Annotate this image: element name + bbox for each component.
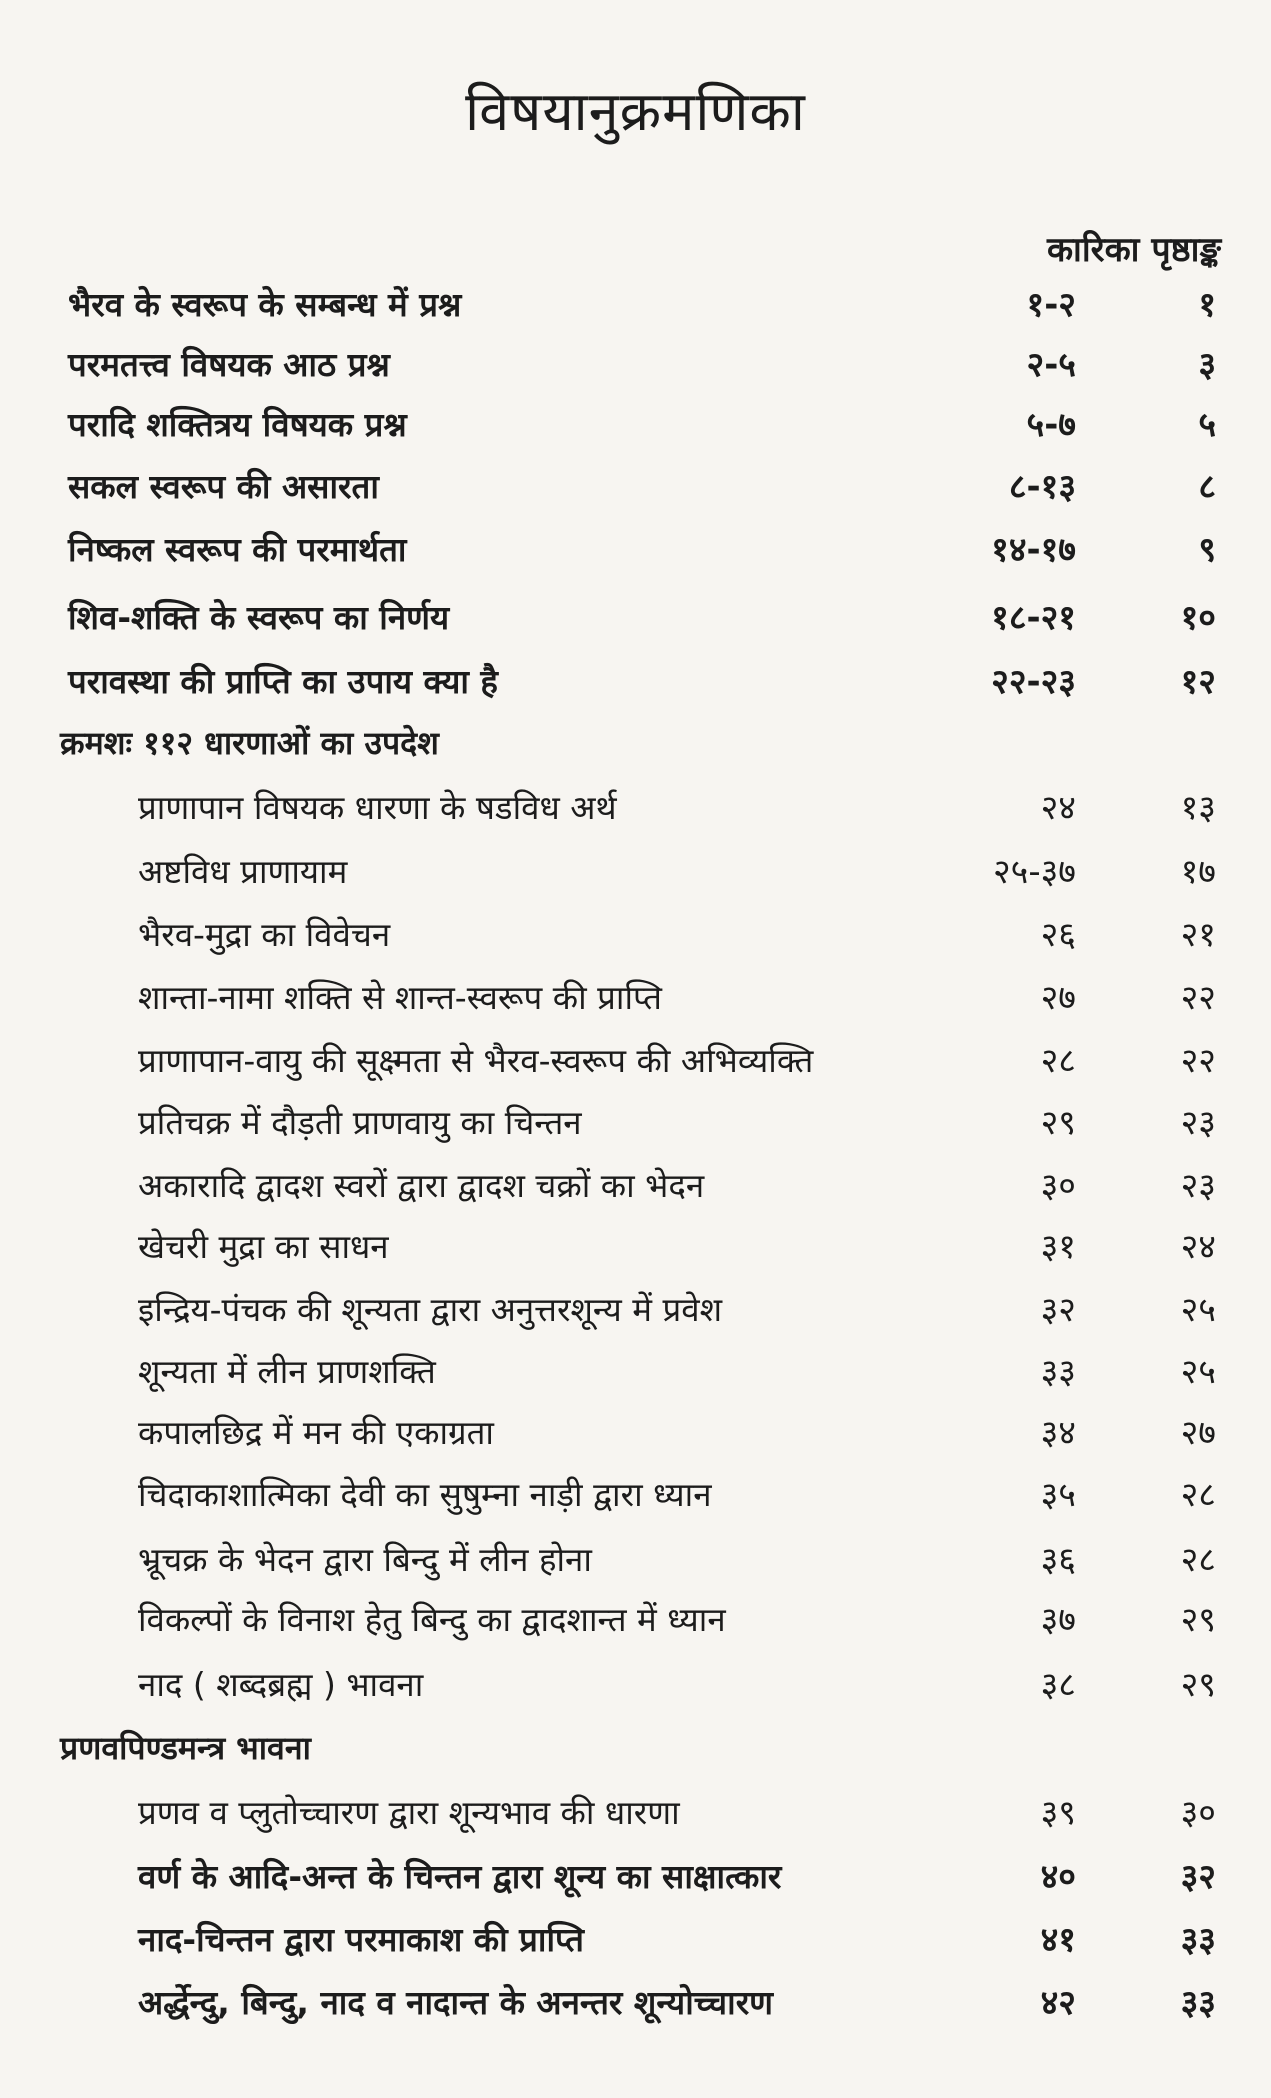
entry-page: २३ xyxy=(1180,1166,1216,1206)
entry-karika: ३२ xyxy=(1040,1290,1076,1330)
entry-karika: २५-३७ xyxy=(993,852,1076,892)
entry-page: ३ xyxy=(1198,345,1216,385)
entry-page: २२ xyxy=(1180,1041,1216,1081)
entry-label: भ्रूचक्र के भेदन द्वारा बिन्दु में लीन होना xyxy=(138,1540,592,1579)
entry-label: प्राणापान विषयक धारणा के षडविध अर्थ xyxy=(138,788,617,827)
entry-page: ३३ xyxy=(1180,1920,1216,1960)
entry-karika: ४० xyxy=(1040,1857,1076,1897)
toc-entry xyxy=(0,1530,1271,1590)
toc-entry xyxy=(0,457,1271,517)
toc-entry xyxy=(0,652,1271,712)
entry-page: १७ xyxy=(1180,852,1216,892)
entry-karika: ३१ xyxy=(1040,1227,1076,1267)
toc-entry xyxy=(0,1783,1271,1843)
entry-karika: १८-२१ xyxy=(991,598,1076,638)
entry-label: नाद-चिन्तन द्वारा परमाकाश की प्राप्ति xyxy=(138,1920,584,1959)
entry-page: ३० xyxy=(1180,1793,1216,1833)
section-label: प्रणवपिण्डमन्त्र भावना xyxy=(60,1729,311,1767)
toc-entry xyxy=(0,395,1271,455)
entry-label: शिव-शक्ति के स्वरूप का निर्णय xyxy=(68,598,450,637)
entry-karika: २४ xyxy=(1040,788,1076,828)
entry-label: इन्द्रिय-पंचक की शून्यता द्वारा अनुत्तरशून्य में प्रवेश xyxy=(138,1290,723,1329)
toc-section-heading xyxy=(0,713,1271,773)
entry-page: २९ xyxy=(1180,1665,1216,1705)
toc-entry xyxy=(0,1342,1271,1402)
entry-karika: ३५ xyxy=(1040,1475,1076,1515)
entry-page: १२ xyxy=(1180,662,1216,702)
entry-label: नाद ( शब्दब्रह्म ) भावना xyxy=(138,1665,424,1704)
column-header: कारिका पृष्ठाङ्क xyxy=(1046,230,1221,270)
entry-karika: १४-१७ xyxy=(991,530,1076,570)
entry-karika: ४१ xyxy=(1040,1920,1076,1960)
entry-page: ५ xyxy=(1198,405,1216,445)
entry-label: अकारादि द्वादश स्वरों द्वारा द्वादश चक्रों का भेदन xyxy=(138,1166,705,1205)
entry-label: परादि शक्तित्रय विषयक प्रश्न xyxy=(68,405,407,444)
entry-page: २२ xyxy=(1180,978,1216,1018)
toc-entry xyxy=(0,1590,1271,1650)
toc-entry xyxy=(0,1910,1271,1970)
toc-entry xyxy=(0,1031,1271,1091)
entry-page: २३ xyxy=(1180,1103,1216,1143)
entry-karika: ३३ xyxy=(1040,1352,1076,1392)
entry-label: भैरव-मुद्रा का विवेचन xyxy=(138,915,391,954)
entry-page: १ xyxy=(1198,285,1216,325)
entry-label: चिदाकाशात्मिका देवी का सुषुम्ना नाड़ी द्वारा ध्यान xyxy=(138,1475,712,1514)
entry-karika: ४२ xyxy=(1040,1983,1076,2023)
toc-entry xyxy=(0,778,1271,838)
entry-page: १० xyxy=(1180,598,1216,638)
entry-label: वर्ण के आदि-अन्त के चिन्तन द्वारा शून्य का साक्षात्कार xyxy=(138,1857,782,1896)
entry-page: ९ xyxy=(1198,530,1216,570)
entry-karika: ३६ xyxy=(1040,1540,1076,1580)
entry-label: विकल्पों के विनाश हेतु बिन्दु का द्वादशान्त में ध्यान xyxy=(138,1600,726,1639)
entry-page: २४ xyxy=(1180,1227,1216,1267)
entry-karika: ३७ xyxy=(1040,1600,1076,1640)
page-title: विषयानुक्रमणिका xyxy=(465,80,806,143)
toc-entry xyxy=(0,1280,1271,1340)
toc-entry xyxy=(0,275,1271,335)
toc-entry xyxy=(0,588,1271,648)
entry-label: सकल स्वरूप की असारता xyxy=(68,467,379,506)
toc-entry xyxy=(0,335,1271,395)
toc-entry xyxy=(0,905,1271,965)
entry-page: २८ xyxy=(1180,1540,1216,1580)
entry-label: प्रणव व प्लुतोच्चारण द्वारा शून्यभाव की धारणा xyxy=(138,1793,680,1832)
toc-entry xyxy=(0,1217,1271,1277)
entry-page: २९ xyxy=(1180,1600,1216,1640)
entry-page: ३३ xyxy=(1180,1983,1216,2023)
toc-entry xyxy=(0,520,1271,580)
toc-entry xyxy=(0,1093,1271,1153)
toc-section-heading xyxy=(0,1718,1271,1778)
entry-karika: ३० xyxy=(1040,1166,1076,1206)
toc-entry xyxy=(0,1847,1271,1907)
entry-karika: २८ xyxy=(1040,1041,1076,1081)
entry-label: परावस्था की प्राप्ति का उपाय क्या है xyxy=(68,662,498,701)
entry-label: शून्यता में लीन प्राणशक्ति xyxy=(138,1352,436,1391)
toc-entry xyxy=(0,842,1271,902)
entry-karika: २-५ xyxy=(1026,345,1076,385)
entry-page: २५ xyxy=(1180,1290,1216,1330)
entry-page: २८ xyxy=(1180,1475,1216,1515)
entry-page: १३ xyxy=(1180,788,1216,828)
toc-entry xyxy=(0,1403,1271,1463)
toc-entry xyxy=(0,968,1271,1028)
entry-label: निष्कल स्वरूप की परमार्थता xyxy=(68,530,407,569)
section-label: क्रमशः ११२ धारणाओं का उपदेश xyxy=(60,724,439,762)
entry-karika: २२-२३ xyxy=(991,662,1076,702)
entry-page: २५ xyxy=(1180,1352,1216,1392)
entry-label: प्रतिचक्र में दौड़ती प्राणवायु का चिन्तन xyxy=(138,1103,582,1142)
toc-entry xyxy=(0,1655,1271,1715)
entry-karika: १-२ xyxy=(1026,285,1076,325)
toc-entry xyxy=(0,1465,1271,1525)
entry-page: ३२ xyxy=(1180,1857,1216,1897)
entry-karika: २९ xyxy=(1040,1103,1076,1143)
entry-label: कपालछिद्र में मन की एकाग्रता xyxy=(138,1413,494,1452)
toc-entry xyxy=(0,1973,1271,2033)
entry-karika: २६ xyxy=(1040,915,1076,955)
entry-karika: ८-१३ xyxy=(1008,467,1076,507)
toc-entry xyxy=(0,1156,1271,1216)
entry-page: ८ xyxy=(1198,467,1216,507)
entry-label: भैरव के स्वरूप के सम्बन्ध में प्रश्न xyxy=(68,285,462,324)
entry-karika: ५-७ xyxy=(1026,405,1076,445)
entry-karika: ३८ xyxy=(1040,1665,1076,1705)
entry-label: अर्द्धेन्दु, बिन्दु, नाद व नादान्त के अनन्तर शून्योच्चारण xyxy=(138,1983,774,2022)
entry-karika: ३४ xyxy=(1040,1413,1076,1453)
entry-label: अष्टविध प्राणायाम xyxy=(138,852,348,891)
entry-label: परमतत्त्व विषयक आठ प्रश्न xyxy=(68,345,390,384)
entry-page: २१ xyxy=(1180,915,1216,955)
entry-label: शान्ता-नामा शक्ति से शान्त-स्वरूप की प्राप्ति xyxy=(138,978,662,1017)
entry-karika: ३९ xyxy=(1040,1793,1076,1833)
entry-page: २७ xyxy=(1180,1413,1216,1453)
entry-karika: २७ xyxy=(1040,978,1076,1018)
entry-label: खेचरी मुद्रा का साधन xyxy=(138,1227,389,1266)
entry-label: प्राणापान-वायु की सूक्ष्मता से भैरव-स्वरूप की अभिव्यक्ति xyxy=(138,1041,814,1080)
